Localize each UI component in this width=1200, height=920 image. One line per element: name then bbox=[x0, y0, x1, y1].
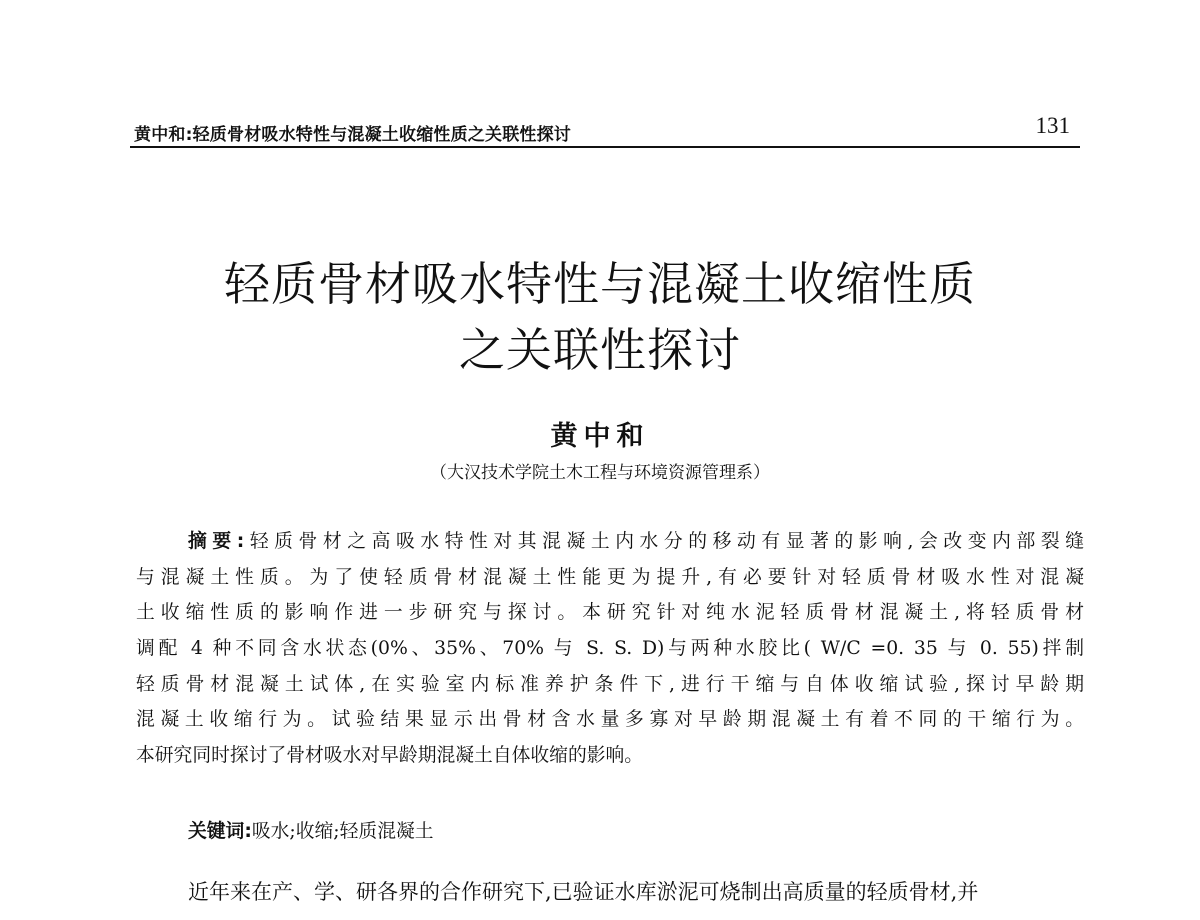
keywords-label: 关键词: bbox=[188, 821, 252, 842]
article-title-line-2: 之关联性探讨 bbox=[459, 323, 741, 377]
abstract-text: 轻质骨材之高吸水特性对其混凝土内水分的移动有显著的影响,会改变内部裂缝 bbox=[244, 531, 1084, 552]
body-paragraph-first-line: 近年来在产、学、研各界的合作研究下,已验证水库淤泥可烧制出高质量的轻质骨材,并 bbox=[188, 880, 979, 904]
abstract-line: 与混凝土性质。为了使轻质骨材混凝土性能更为提升,有必要针对轻质骨材吸水性对混凝 bbox=[136, 566, 1084, 588]
running-title: 黄中和:轻质骨材吸水特性与混凝土收缩性质之关联性探讨 bbox=[134, 125, 571, 145]
abstract-line bbox=[136, 524, 1084, 560]
keywords bbox=[188, 816, 434, 843]
abstract-line: 调配 4 种不同含水状态(0%、35%、70% 与 S. S. D)与两种水胶比( W/C =0. 35 与 0. 55)拌制 bbox=[136, 638, 1084, 660]
abstract-label: 摘要: bbox=[188, 531, 245, 552]
author-name: 黄中和 bbox=[550, 421, 650, 452]
abstract-line: 土收缩性质的影响作进一步研究与探讨。本研究针对纯水泥轻质骨材混凝土,将轻质骨材 bbox=[136, 602, 1084, 624]
abstract-line: 本研究同时探讨了骨材吸水对早龄期混凝土自体收缩的影响。 bbox=[136, 745, 644, 767]
abstract-line: 轻质骨材混凝土试体,在实验室内标准养护条件下,进行干缩与自体收缩试验,探讨早龄期 bbox=[136, 673, 1084, 695]
author-affiliation: （大汉技术学院土木工程与环境资源管理系） bbox=[430, 463, 770, 483]
abstract-line: 混凝土收缩行为。试验结果显示出骨材含水量多寡对早龄期混凝土有着不同的干缩行为。 bbox=[136, 709, 1084, 731]
abstract bbox=[136, 524, 1084, 774]
article-title-line-1: 轻质骨材吸水特性与混凝土收缩性质 bbox=[224, 257, 976, 311]
running-header bbox=[130, 110, 1080, 148]
page-number: 131 bbox=[1035, 113, 1070, 138]
keywords-text: 吸水;收缩;轻质混凝土 bbox=[251, 821, 434, 842]
